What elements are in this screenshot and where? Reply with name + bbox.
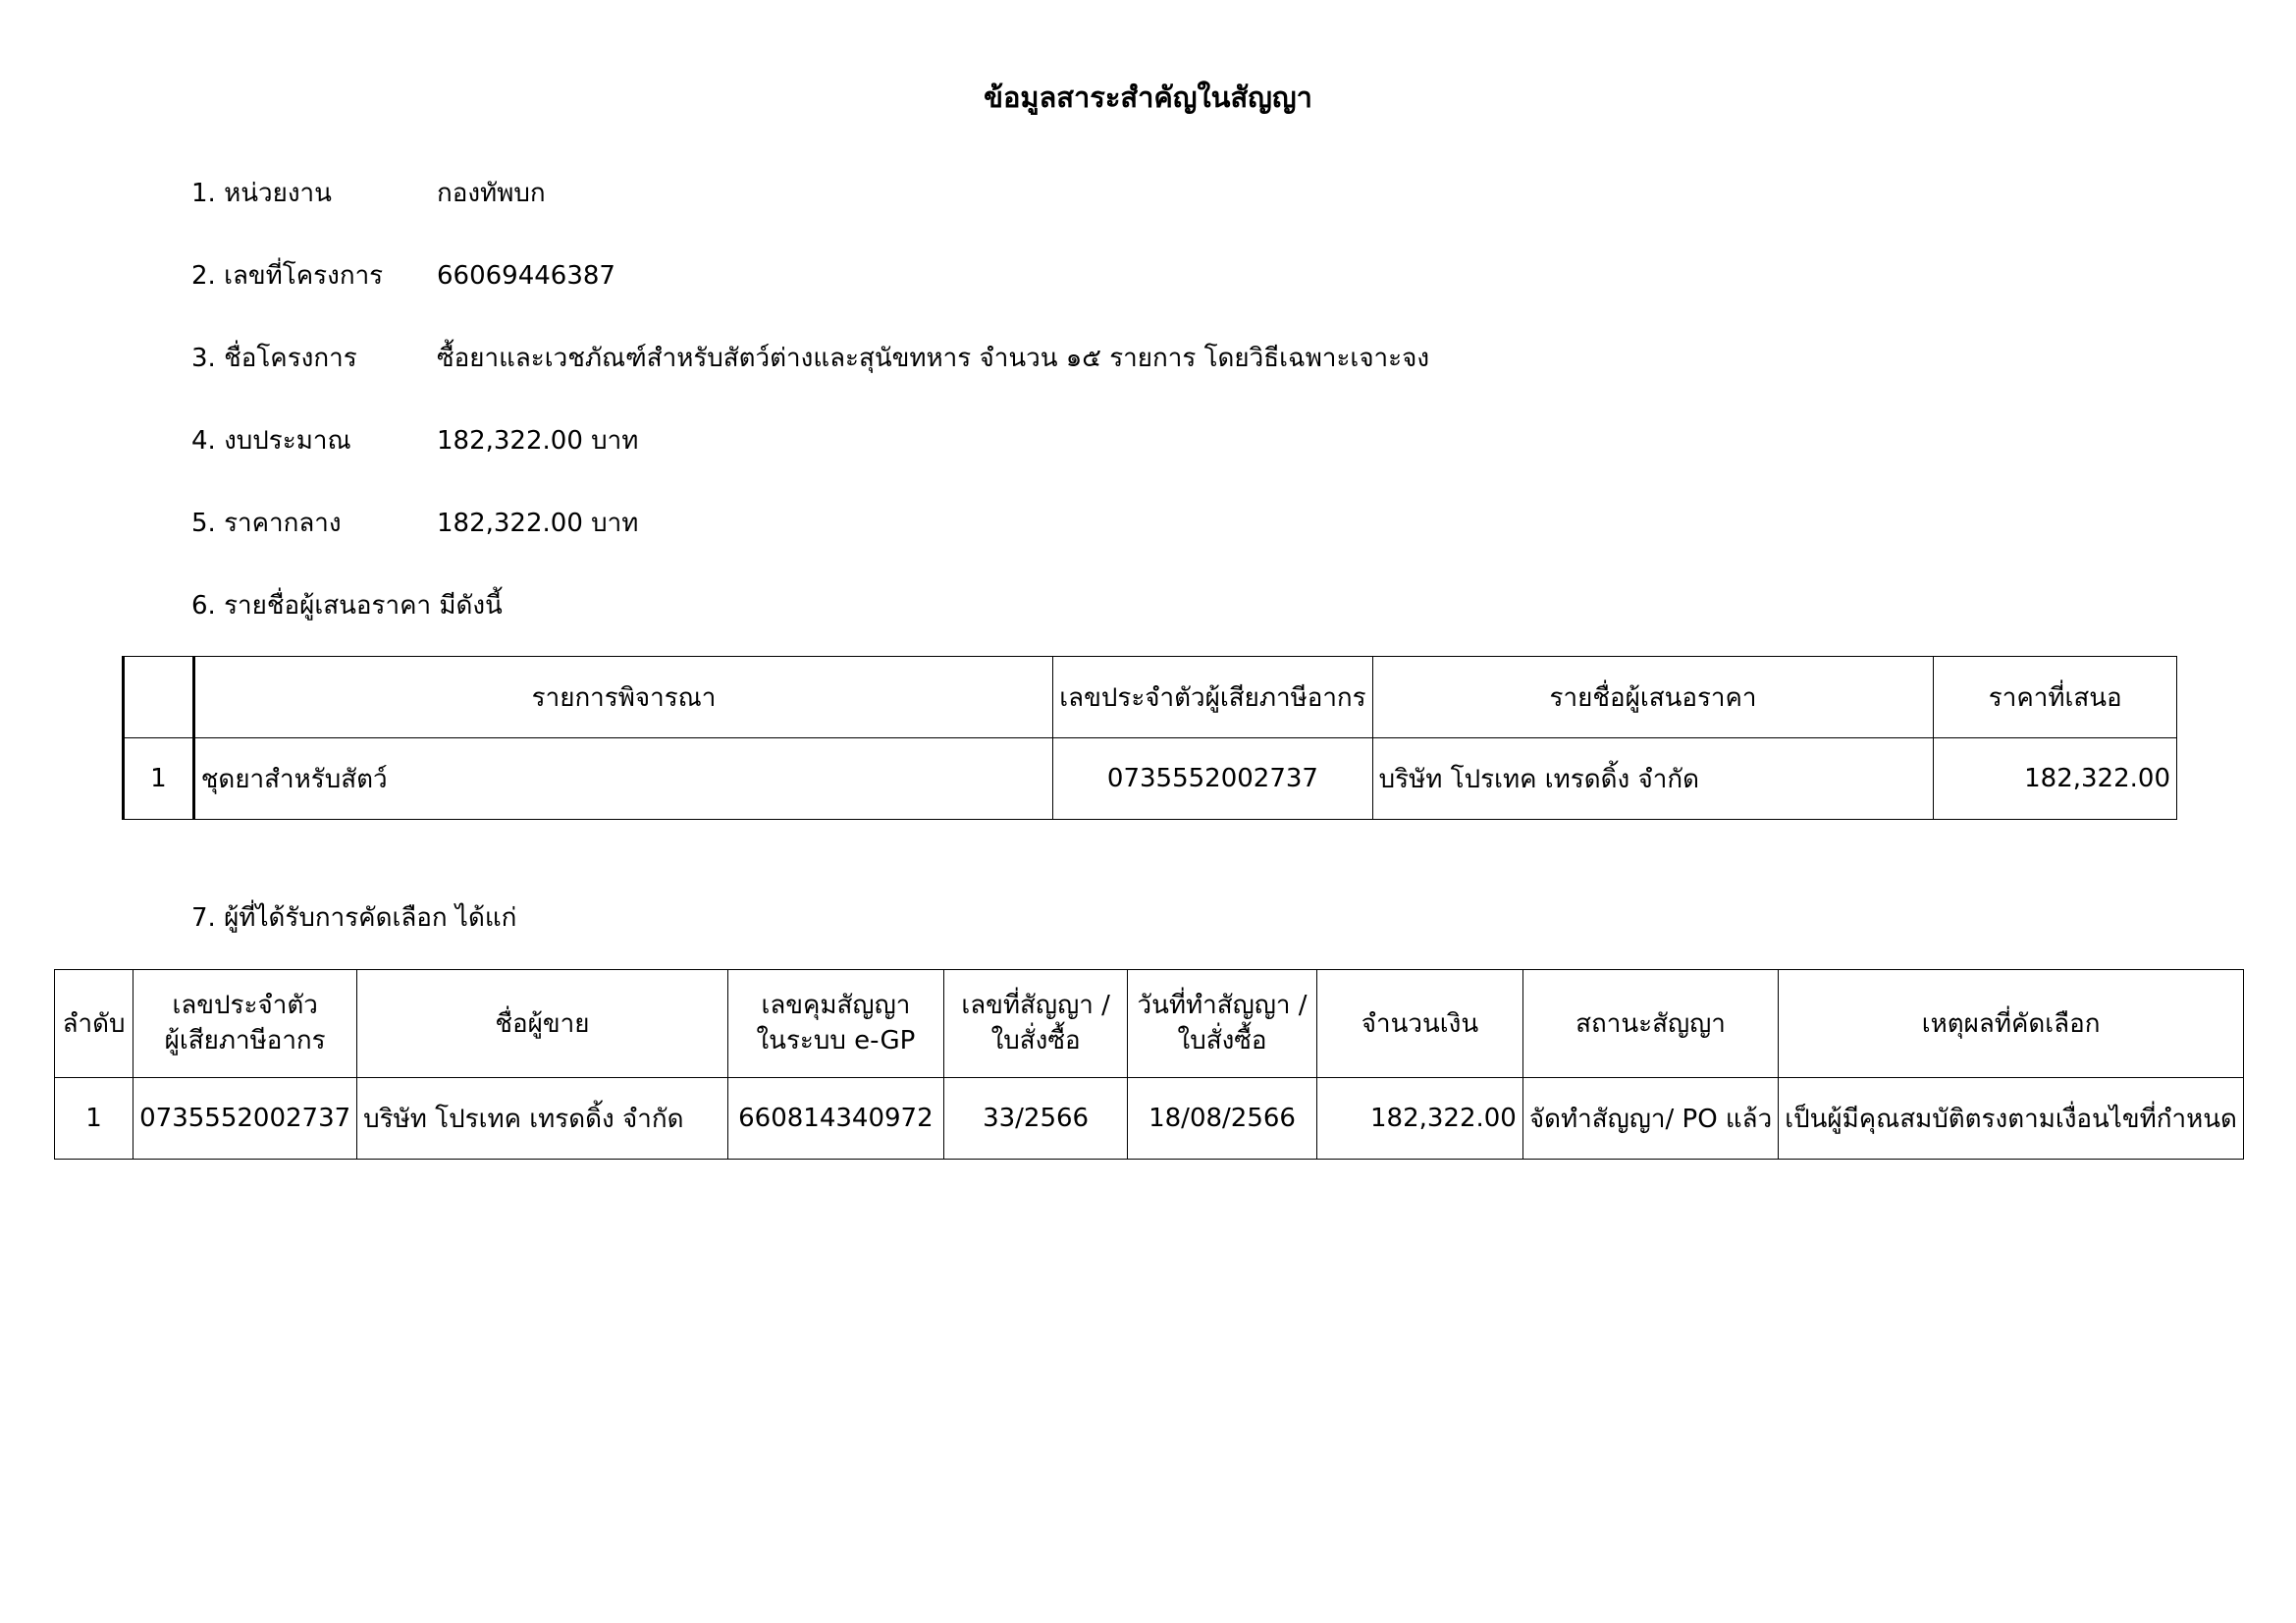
winner-table-header-row <box>55 970 2244 1078</box>
field-project-name <box>191 338 1429 378</box>
field-project-name-label: 3. ชื่อโครงการ <box>191 344 357 373</box>
winner-header-egp-line2: ในระบบ e-GP <box>756 1025 916 1055</box>
table-row <box>124 738 2177 820</box>
winner-cell-status: จัดทำสัญญา/ PO แล้ว <box>1522 1078 1778 1160</box>
bids-header-item: รายการพิจารณา <box>193 657 1052 738</box>
bids-section-heading: 6. รายชื่อผู้เสนอราคา มีดังนี้ <box>191 591 503 621</box>
bids-table-header-row <box>124 657 2177 738</box>
field-median-price-value: 182,322.00 บาท <box>437 509 639 538</box>
winner-cell-tax-id: 0735552002737 <box>133 1078 357 1160</box>
bids-cell-index: 1 <box>124 738 194 820</box>
winner-cell-contract-date: 18/08/2566 <box>1128 1078 1317 1160</box>
bids-cell-price: 182,322.00 <box>1934 738 2177 820</box>
winner-header-egp <box>727 970 944 1078</box>
winner-header-seller: ชื่อผู้ขาย <box>357 970 727 1078</box>
winner-cell-amount: 182,322.00 <box>1317 1078 1523 1160</box>
winner-header-amount: จำนวนเงิน <box>1317 970 1523 1078</box>
bids-cell-item: ชุดยาสำหรับสัตว์ <box>193 738 1052 820</box>
winner-header-contract-no-line1: เลขที่สัญญา / <box>961 991 1110 1021</box>
field-median-price-label: 5. ราคากลาง <box>191 509 342 538</box>
field-budget-label: 4. งบประมาณ <box>191 426 351 456</box>
winner-cell-index: 1 <box>55 1078 133 1160</box>
bids-header-tax-id: เลขประจำตัวผู้เสียภาษีอากร <box>1053 657 1372 738</box>
winner-cell-egp: 660814340972 <box>727 1078 944 1160</box>
field-agency-label: 1. หน่วยงาน <box>191 179 332 208</box>
winner-header-reason: เหตุผลที่คัดเลือก <box>1779 970 2244 1078</box>
bids-header-index <box>124 657 194 738</box>
winner-cell-seller: บริษัท โปรเทค เทรดดิ้ง จำกัด <box>357 1078 727 1160</box>
winner-header-egp-line1: เลขคุมสัญญา <box>761 991 911 1021</box>
field-budget-value: 182,322.00 บาท <box>437 426 639 456</box>
winner-header-index: ลำดับ <box>55 970 133 1078</box>
winner-header-contract-date <box>1128 970 1317 1078</box>
winner-section-heading: 7. ผู้ที่ได้รับการคัดเลือก ได้แก่ <box>191 903 517 933</box>
winner-cell-reason: เป็นผู้มีคุณสมบัติตรงตามเงื่อนไขที่กำหนด <box>1779 1078 2244 1160</box>
document-title: ข้อมูลสาระสำคัญในสัญญา <box>984 81 1312 114</box>
field-agency <box>191 173 546 213</box>
bids-cell-tax-id: 0735552002737 <box>1053 738 1372 820</box>
winner-header-contract-date-line1: วันที่ทำสัญญา / <box>1137 991 1308 1021</box>
winner-header-tax-id <box>133 970 357 1078</box>
winner-header-tax-id-line1: เลขประจำตัว <box>172 991 318 1021</box>
field-project-name-value: ซื้อยาและเวชภัณฑ์สำหรับสัตว์ต่างและสุนัขทหาร จำนวน ๑๕ รายการ โดยวิธีเฉพาะเจาะจง <box>437 344 1430 373</box>
bids-header-bidder: รายชื่อผู้เสนอราคา <box>1372 657 1934 738</box>
winner-header-contract-date-line2: ใบสั่งซื้อ <box>1177 1025 1267 1055</box>
field-project-number <box>191 255 615 296</box>
field-project-number-value: 66069446387 <box>437 261 615 291</box>
winner-table <box>54 969 2244 1160</box>
bids-cell-bidder: บริษัท โปรเทค เทรดดิ้ง จำกัด <box>1372 738 1934 820</box>
winner-header-contract-no-line2: ใบสั่งซื้อ <box>990 1025 1081 1055</box>
field-agency-value: กองทัพบก <box>437 179 546 208</box>
table-row <box>55 1078 2244 1160</box>
bids-table <box>122 656 2177 820</box>
field-project-number-label: 2. เลขที่โครงการ <box>191 261 384 291</box>
winner-cell-contract-no: 33/2566 <box>944 1078 1128 1160</box>
winner-header-contract-no <box>944 970 1128 1078</box>
winner-header-status: สถานะสัญญา <box>1522 970 1778 1078</box>
field-budget <box>191 420 638 460</box>
bids-header-price: ราคาที่เสนอ <box>1934 657 2177 738</box>
field-median-price <box>191 503 638 543</box>
winner-header-tax-id-line2: ผู้เสียภาษีอากร <box>164 1025 326 1055</box>
